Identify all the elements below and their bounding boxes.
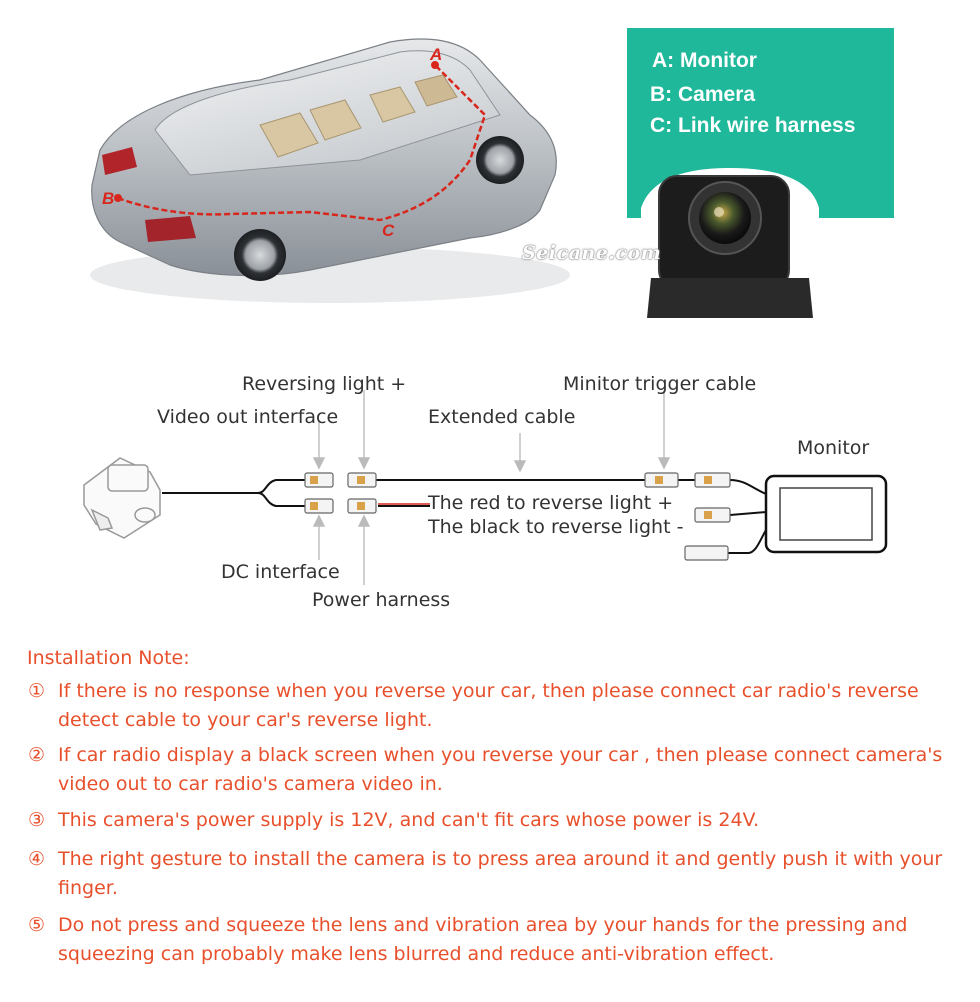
note-item — [28, 677, 973, 735]
installation-note-title: Installation Note: — [27, 647, 190, 669]
note-number: ② — [28, 744, 46, 766]
legend-camera: B: Camera — [650, 83, 756, 106]
label-power-harness: Power harness — [312, 589, 451, 611]
label-reversing-light: Reversing light + — [242, 373, 407, 395]
note-item — [28, 911, 973, 969]
note-text: If there is no response when you reverse your car, then please connect car radio's reverse detect cable to your car's reverse light. — [58, 680, 919, 731]
video-out-connector — [305, 473, 333, 487]
note-text: This camera's power supply is 12V, and can't fit cars whose power is 24V. — [58, 809, 760, 831]
note-number: ⑤ — [28, 914, 46, 936]
note-text: If car radio display a black screen when you reverse your car , then please connect camera's video out to car radio's camera video in. — [58, 744, 943, 795]
point-b-label: B — [102, 189, 115, 208]
legend-link-wire: C: Link wire harness — [650, 114, 856, 137]
front-wheel — [476, 136, 524, 184]
note-item — [28, 741, 973, 799]
legend-monitor: A: Monitor — [652, 49, 757, 72]
label-extended-cable: Extended cable — [428, 406, 576, 428]
note-item — [28, 845, 973, 903]
dc-connector — [305, 499, 333, 513]
note-number: ③ — [28, 809, 46, 831]
label-red-wire: The red to reverse light + — [428, 492, 674, 514]
monitor-icon — [766, 476, 886, 552]
label-dc-interface: DC interface — [221, 561, 340, 583]
label-monitor: Monitor — [797, 437, 870, 459]
point-a-label: A — [430, 45, 443, 64]
point-c-label: C — [382, 221, 395, 240]
car-illustration — [60, 20, 580, 320]
label-video-out: Video out interface — [157, 406, 339, 428]
camera-closeup — [641, 168, 819, 326]
camera-icon — [84, 458, 160, 538]
wiring-diagram — [0, 360, 980, 620]
rear-wheel — [234, 229, 286, 281]
watermark: Seicane.com — [522, 242, 662, 264]
monitor-trigger-connector — [695, 508, 730, 522]
note-text: Do not press and squeeze the lens and vibration area by your hands for the pressing and squeezing can probably make lens blurred and reduce anti-vibration effect. — [58, 914, 908, 965]
label-monitor-trigger: Minitor trigger cable — [563, 373, 757, 395]
monitor-power-connector — [685, 546, 728, 560]
note-number: ④ — [28, 848, 46, 870]
note-text: The right gesture to install the camera is to press area around it and gently push it with your finger. — [58, 848, 943, 899]
note-number: ① — [28, 680, 46, 702]
note-item — [28, 806, 973, 835]
label-black-wire: The black to reverse light - — [428, 516, 684, 538]
monitor-video-connector — [695, 473, 730, 487]
